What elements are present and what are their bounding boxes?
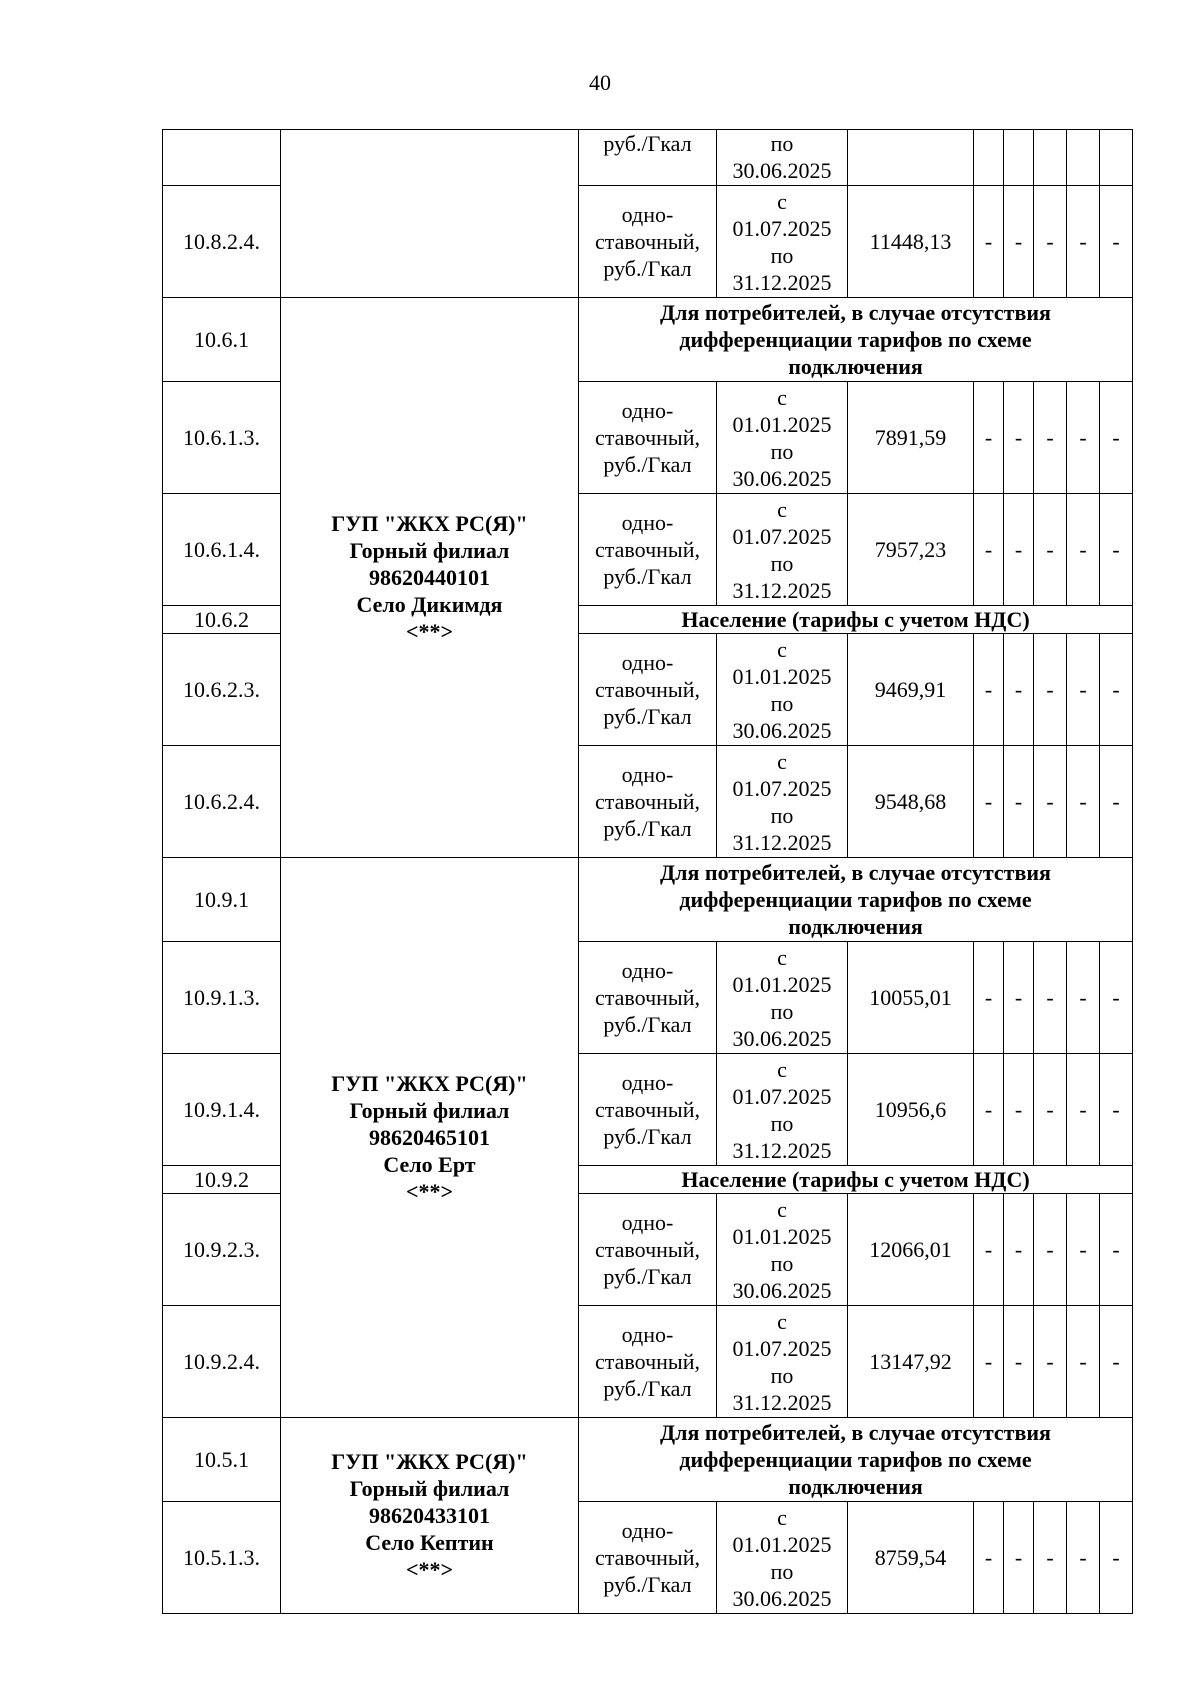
dash-cell: - bbox=[1067, 186, 1100, 298]
dash-cell: - bbox=[1034, 1306, 1067, 1418]
dash-cell: - bbox=[1034, 186, 1067, 298]
rate-type-cell: одно- ставочный, руб./Гкал bbox=[579, 942, 717, 1054]
dash-cell: - bbox=[1067, 942, 1100, 1054]
dash-cell: - bbox=[1067, 1502, 1100, 1614]
dash-cell: - bbox=[1100, 1054, 1133, 1166]
dash-cell: - bbox=[1004, 186, 1034, 298]
dash-cell: - bbox=[1100, 634, 1133, 746]
rate-type-cell: одно- ставочный, руб./Гкал bbox=[579, 382, 717, 494]
period-cell: с 01.07.2025 по 31.12.2025 bbox=[717, 1054, 848, 1166]
dash-cell: - bbox=[1004, 1054, 1034, 1166]
dash-cell: - bbox=[1034, 634, 1067, 746]
dash-cell: - bbox=[1034, 382, 1067, 494]
section-number-cell: 10.9.2 bbox=[163, 1166, 281, 1194]
org-cell: ГУП "ЖКХ РС(Я)" Горный филиал 98620465101 Село Ерт <**> bbox=[281, 858, 579, 1418]
dash-cell: - bbox=[1067, 746, 1100, 858]
dash-cell: - bbox=[974, 942, 1004, 1054]
dash-cell: - bbox=[974, 746, 1004, 858]
row-number-cell: 10.9.1.4. bbox=[163, 1054, 281, 1166]
extra-cell bbox=[1034, 130, 1067, 186]
period-cell: с 01.01.2025 по 30.06.2025 bbox=[717, 1194, 848, 1306]
dash-cell: - bbox=[974, 1194, 1004, 1306]
rate-type-cell: одно- ставочный, руб./Гкал bbox=[579, 634, 717, 746]
dash-cell: - bbox=[1034, 494, 1067, 606]
row-number-cell: 10.9.2.4. bbox=[163, 1306, 281, 1418]
value-cell: 8759,54 bbox=[848, 1502, 974, 1614]
row-number-cell bbox=[163, 130, 281, 186]
section-number-cell: 10.6.2 bbox=[163, 606, 281, 634]
section-title-cell: Для потребителей, в случае отсутствия дифференциации тарифов по схеме подключения bbox=[579, 298, 1133, 382]
page-number: 40 bbox=[589, 70, 611, 95]
period-cell: с 01.01.2025 по 30.06.2025 bbox=[717, 1502, 848, 1614]
row-number-cell: 10.9.1.3. bbox=[163, 942, 281, 1054]
row-number-cell: 10.8.2.4. bbox=[163, 186, 281, 298]
dash-cell: - bbox=[974, 186, 1004, 298]
rate-type-cell: руб./Гкал bbox=[579, 130, 717, 186]
org-cell bbox=[281, 130, 579, 298]
dash-cell: - bbox=[1004, 746, 1034, 858]
rate-type-cell: одно- ставочный, руб./Гкал bbox=[579, 1502, 717, 1614]
tariff-table bbox=[162, 129, 1133, 1614]
row-number-cell: 10.6.2.3. bbox=[163, 634, 281, 746]
row-number-cell: 10.6.1.4. bbox=[163, 494, 281, 606]
rate-type-cell: одно- ставочный, руб./Гкал bbox=[579, 186, 717, 298]
dash-cell: - bbox=[1100, 746, 1133, 858]
period-cell: с 01.01.2025 по 30.06.2025 bbox=[717, 634, 848, 746]
section-header-row bbox=[163, 1418, 1133, 1502]
dash-cell: - bbox=[974, 1054, 1004, 1166]
section-title-cell: Население (тарифы с учетом НДС) bbox=[579, 1166, 1133, 1194]
value-cell bbox=[848, 130, 974, 186]
dash-cell: - bbox=[1067, 1054, 1100, 1166]
section-number-cell: 10.9.1 bbox=[163, 858, 281, 942]
value-cell: 7891,59 bbox=[848, 382, 974, 494]
org-cell: ГУП "ЖКХ РС(Я)" Горный филиал 98620440101 Село Дикимдя <**> bbox=[281, 298, 579, 858]
dash-cell: - bbox=[974, 1502, 1004, 1614]
value-cell: 10956,6 bbox=[848, 1054, 974, 1166]
section-number-cell: 10.5.1 bbox=[163, 1418, 281, 1502]
period-cell: с 01.07.2025 по 31.12.2025 bbox=[717, 746, 848, 858]
dash-cell: - bbox=[974, 382, 1004, 494]
rate-type-cell: одно- ставочный, руб./Гкал bbox=[579, 1194, 717, 1306]
dash-cell: - bbox=[974, 494, 1004, 606]
period-cell: с 01.07.2025 по 31.12.2025 bbox=[717, 494, 848, 606]
period-cell: с 01.07.2025 по 31.12.2025 bbox=[717, 186, 848, 298]
value-cell: 9548,68 bbox=[848, 746, 974, 858]
dash-cell: - bbox=[1067, 382, 1100, 494]
section-title-cell: Население (тарифы с учетом НДС) bbox=[579, 606, 1133, 634]
extra-cell bbox=[1004, 130, 1034, 186]
rate-type-cell: одно- ставочный, руб./Гкал bbox=[579, 494, 717, 606]
dash-cell: - bbox=[1100, 942, 1133, 1054]
dash-cell: - bbox=[1034, 1054, 1067, 1166]
dash-cell: - bbox=[1034, 1502, 1067, 1614]
rate-type-cell: одно- ставочный, руб./Гкал bbox=[579, 1306, 717, 1418]
dash-cell: - bbox=[1004, 942, 1034, 1054]
dash-cell: - bbox=[1004, 1306, 1034, 1418]
period-cell: по 30.06.2025 bbox=[717, 130, 848, 186]
dash-cell: - bbox=[1100, 1502, 1133, 1614]
value-cell: 11448,13 bbox=[848, 186, 974, 298]
row-number-cell: 10.5.1.3. bbox=[163, 1502, 281, 1614]
row-number-cell: 10.6.2.4. bbox=[163, 746, 281, 858]
section-title-cell: Для потребителей, в случае отсутствия дифференциации тарифов по схеме подключения bbox=[579, 1418, 1133, 1502]
rate-type-cell: одно- ставочный, руб./Гкал bbox=[579, 1054, 717, 1166]
dash-cell: - bbox=[974, 634, 1004, 746]
continuation-row bbox=[163, 130, 1133, 186]
dash-cell: - bbox=[1034, 942, 1067, 1054]
dash-cell: - bbox=[1034, 1194, 1067, 1306]
dash-cell: - bbox=[1100, 186, 1133, 298]
value-cell: 10055,01 bbox=[848, 942, 974, 1054]
org-cell: ГУП "ЖКХ РС(Я)" Горный филиал 98620433101 Село Кептин <**> bbox=[281, 1418, 579, 1614]
dash-cell: - bbox=[974, 1306, 1004, 1418]
value-cell: 13147,92 bbox=[848, 1306, 974, 1418]
dash-cell: - bbox=[1004, 1502, 1034, 1614]
period-cell: с 01.07.2025 по 31.12.2025 bbox=[717, 1306, 848, 1418]
section-header-row bbox=[163, 298, 1133, 382]
value-cell: 12066,01 bbox=[848, 1194, 974, 1306]
value-cell: 9469,91 bbox=[848, 634, 974, 746]
extra-cell bbox=[1100, 130, 1133, 186]
extra-cell bbox=[974, 130, 1004, 186]
row-number-cell: 10.9.2.3. bbox=[163, 1194, 281, 1306]
section-title-cell: Для потребителей, в случае отсутствия дифференциации тарифов по схеме подключения bbox=[579, 858, 1133, 942]
dash-cell: - bbox=[1004, 634, 1034, 746]
dash-cell: - bbox=[1067, 1306, 1100, 1418]
dash-cell: - bbox=[1067, 494, 1100, 606]
dash-cell: - bbox=[1004, 1194, 1034, 1306]
dash-cell: - bbox=[1100, 382, 1133, 494]
dash-cell: - bbox=[1100, 494, 1133, 606]
dash-cell: - bbox=[1100, 1306, 1133, 1418]
dash-cell: - bbox=[1100, 1194, 1133, 1306]
dash-cell: - bbox=[1067, 1194, 1100, 1306]
dash-cell: - bbox=[1067, 634, 1100, 746]
dash-cell: - bbox=[1004, 494, 1034, 606]
section-number-cell: 10.6.1 bbox=[163, 298, 281, 382]
period-cell: с 01.01.2025 по 30.06.2025 bbox=[717, 382, 848, 494]
row-number-cell: 10.6.1.3. bbox=[163, 382, 281, 494]
section-header-row bbox=[163, 858, 1133, 942]
rate-type-cell: одно- ставочный, руб./Гкал bbox=[579, 746, 717, 858]
extra-cell bbox=[1067, 130, 1100, 186]
dash-cell: - bbox=[1034, 746, 1067, 858]
value-cell: 7957,23 bbox=[848, 494, 974, 606]
dash-cell: - bbox=[1004, 382, 1034, 494]
period-cell: с 01.01.2025 по 30.06.2025 bbox=[717, 942, 848, 1054]
